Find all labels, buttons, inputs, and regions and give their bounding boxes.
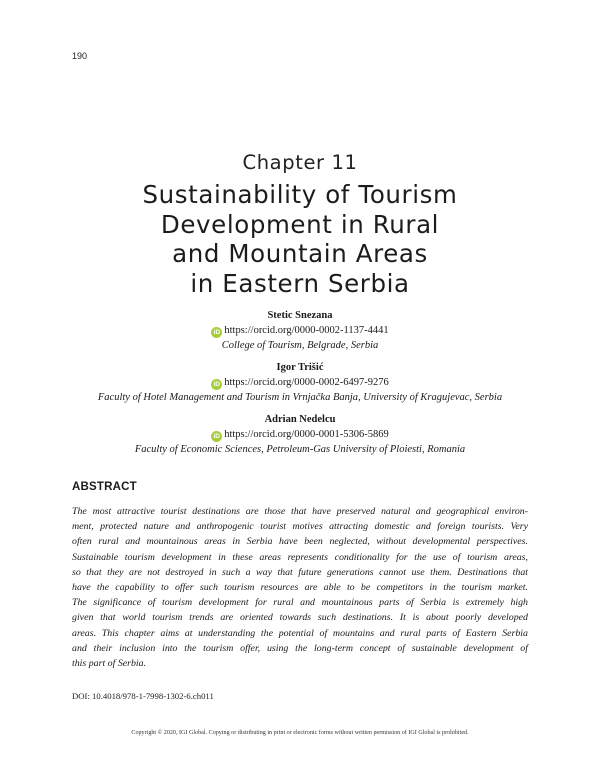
- abstract-line: The significance of tourism development for rural and mountainous parts of Serbia is extremely high: [72, 597, 528, 609]
- orcid-icon: iD: [211, 327, 222, 338]
- abstract-line: given that world tourism trends are oriented towards such destinations. It is about poorly developed: [72, 612, 528, 624]
- author-name: Adrian Nedelcu: [264, 414, 336, 425]
- abstract-line: this part of Serbia.: [72, 658, 147, 670]
- author-affiliation: Faculty of Economic Sciences, Petroleum-Gas University of Ploiesti, Romania: [134, 444, 466, 455]
- author-affiliation: College of Tourism, Belgrade, Serbia: [221, 340, 379, 351]
- abstract-line: have the capability to offer such tourism resources are able to be competitors in the tourism market.: [72, 582, 528, 594]
- orcid-line: [0, 323, 600, 339]
- doi: DOI: 10.4018/978-1-7998-1302-6.ch011: [72, 691, 214, 701]
- orcid-icon: iD: [211, 431, 222, 442]
- author-name: Igor Trišić: [276, 362, 324, 373]
- abstract-line: The most attractive tourist destinations are those that have preserved natural and geographical environ-: [72, 506, 528, 517]
- orcid-line: [0, 427, 600, 443]
- author-name: Stetic Snezana: [267, 310, 333, 321]
- chapter-title: [60, 180, 540, 298]
- orcid-line: [0, 375, 600, 391]
- abstract-line: and their inclusion into the tourism offer, using the long-term concept of sustainable development of: [72, 642, 528, 654]
- orcid-link[interactable]: https://orcid.org/0000-0001-5306-5869: [224, 429, 389, 440]
- chapter-title-line: in Eastern Serbia: [190, 268, 410, 298]
- author-affiliation: Faculty of Hotel Management and Tourism in Vrnjačka Banja, University of Kragujevac, Serbia: [97, 392, 503, 403]
- abstract-line: often rural and mountainous areas in Serbia have been neglected, without developmental perspectives.: [72, 536, 528, 548]
- copyright-notice: Copyright © 2020, IGI Global. Copying or distributing in print or electronic forms without written permission of IGI Global is prohibited.: [131, 730, 469, 736]
- orcid-link[interactable]: https://orcid.org/0000-0002-6497-9276: [224, 377, 389, 388]
- page-number: 190: [72, 51, 88, 61]
- abstract-line: so that they are not destroyed in such a way that future generations cannot use them. Destinations that: [72, 566, 528, 578]
- author-block: [0, 361, 600, 405]
- chapter-title-line: Sustainability of Tourism: [142, 180, 458, 209]
- abstract-line: Sustainable tourism development in these areas represents conditionality for the use of tourism areas,: [72, 551, 528, 563]
- abstract-heading: ABSTRACT: [72, 481, 137, 493]
- author-block: [0, 309, 600, 353]
- chapter-title-line: Development in Rural: [160, 209, 440, 239]
- orcid-link[interactable]: https://orcid.org/0000-0002-1137-4441: [224, 325, 389, 336]
- abstract-line: areas. This chapter aims at understanding the potential of mountains and rural parts of Eastern Serbia: [72, 627, 528, 639]
- orcid-icon: iD: [211, 379, 222, 390]
- chapter-title-line: and Mountain Areas: [172, 239, 428, 268]
- chapter-label: Chapter 11: [242, 151, 358, 174]
- author-block: [0, 413, 600, 457]
- abstract-body: [72, 504, 528, 671]
- abstract-line: ment, protected nature and anthropogenic tourist motives attracting domestic and foreign tourists. Very: [72, 521, 528, 533]
